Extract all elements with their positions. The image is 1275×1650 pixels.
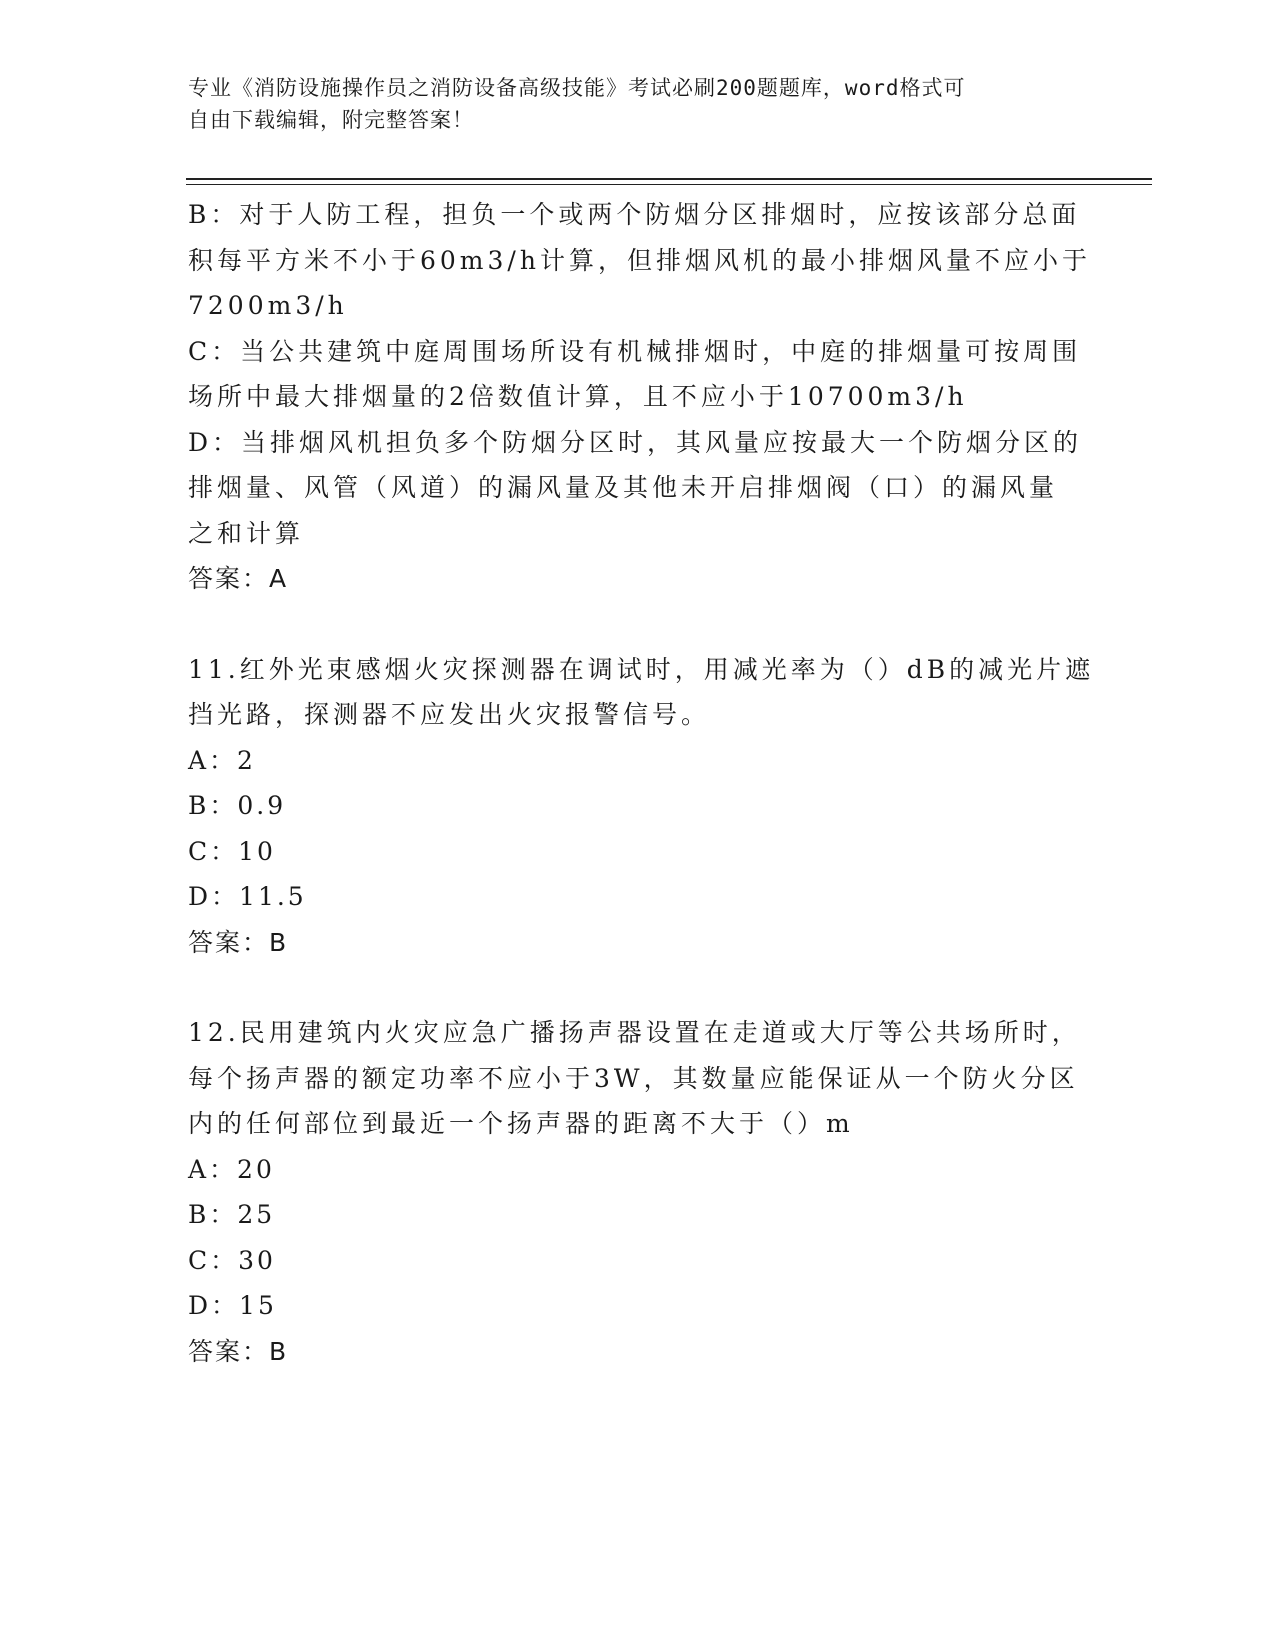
option-a: A：2 <box>188 745 256 775</box>
option-c-line-1: C：当公共建筑中庭周围场所设有机械排烟时，中庭的排烟量可按周围 <box>188 336 1082 366</box>
question-stem-line-2: 挡光路，探测器不应发出火灾报警信号。 <box>188 700 711 729</box>
option-d: D：11.5 <box>188 882 307 911</box>
option-c: C：10 <box>188 836 276 866</box>
header-title-line-1: 专业《消防设施操作员之消防设备高级技能》考试必刷200题题库，word格式可 <box>188 76 966 100</box>
option-d: D：15 <box>188 1291 277 1320</box>
document-header <box>188 72 1078 136</box>
question-12 <box>188 1010 1088 1374</box>
question-11 <box>188 647 1095 966</box>
answer: 答案：A <box>188 564 289 593</box>
option-a: A：20 <box>188 1154 275 1184</box>
option-b: B：25 <box>188 1200 276 1229</box>
option-b: B：0.9 <box>188 791 287 820</box>
question-stem-line-1: 12.民用建筑内火灾应急广播扬声器设置在走道或大厅等公共场所时， <box>188 1018 1081 1047</box>
option-b-line-1: B：对于人防工程，担负一个或两个防烟分区排烟时，应按该部分总面 <box>188 200 1081 229</box>
question-stem-line-2: 每个扬声器的额定功率不应小于3W，其数量应能保证从一个防火分区 <box>188 1063 1079 1093</box>
question-stem-line-1: 11.红外光束感烟火灾探测器在调试时，用减光率为（）dB的减光片遮 <box>188 654 1095 684</box>
option-c-line-2: 场所中最大排烟量的2倍数值计算，且不应小于10700m3/h <box>188 382 968 411</box>
question-stem-line-3: 内的任何部位到最近一个扬声器的距离不大于（）m <box>188 1109 854 1138</box>
option-b-line-3: 7200m3/h <box>188 291 348 320</box>
header-rule-thick <box>186 178 1152 180</box>
document-body <box>188 192 1095 1374</box>
header-title-line-2: 自由下载编辑，附完整答案！ <box>188 108 474 132</box>
header-rule-thin <box>186 184 1152 185</box>
answer: 答案：B <box>188 927 289 957</box>
prev-question <box>188 192 1091 602</box>
option-d-line-2: 排烟量、风管（风道）的漏风量及其他未开启排烟阀（口）的漏风量 <box>188 473 1059 502</box>
option-c: C：30 <box>188 1245 276 1275</box>
option-d-line-3: 之和计算 <box>188 518 305 548</box>
answer: 答案：B <box>188 1336 289 1366</box>
option-b-line-2: 积每平方米不小于60m3/h计算，但排烟风机的最小排烟风量不应小于 <box>188 245 1091 275</box>
option-d-line-1: D：当排烟风机担负多个防烟分区时，其风量应按最大一个防烟分区的 <box>188 427 1083 457</box>
